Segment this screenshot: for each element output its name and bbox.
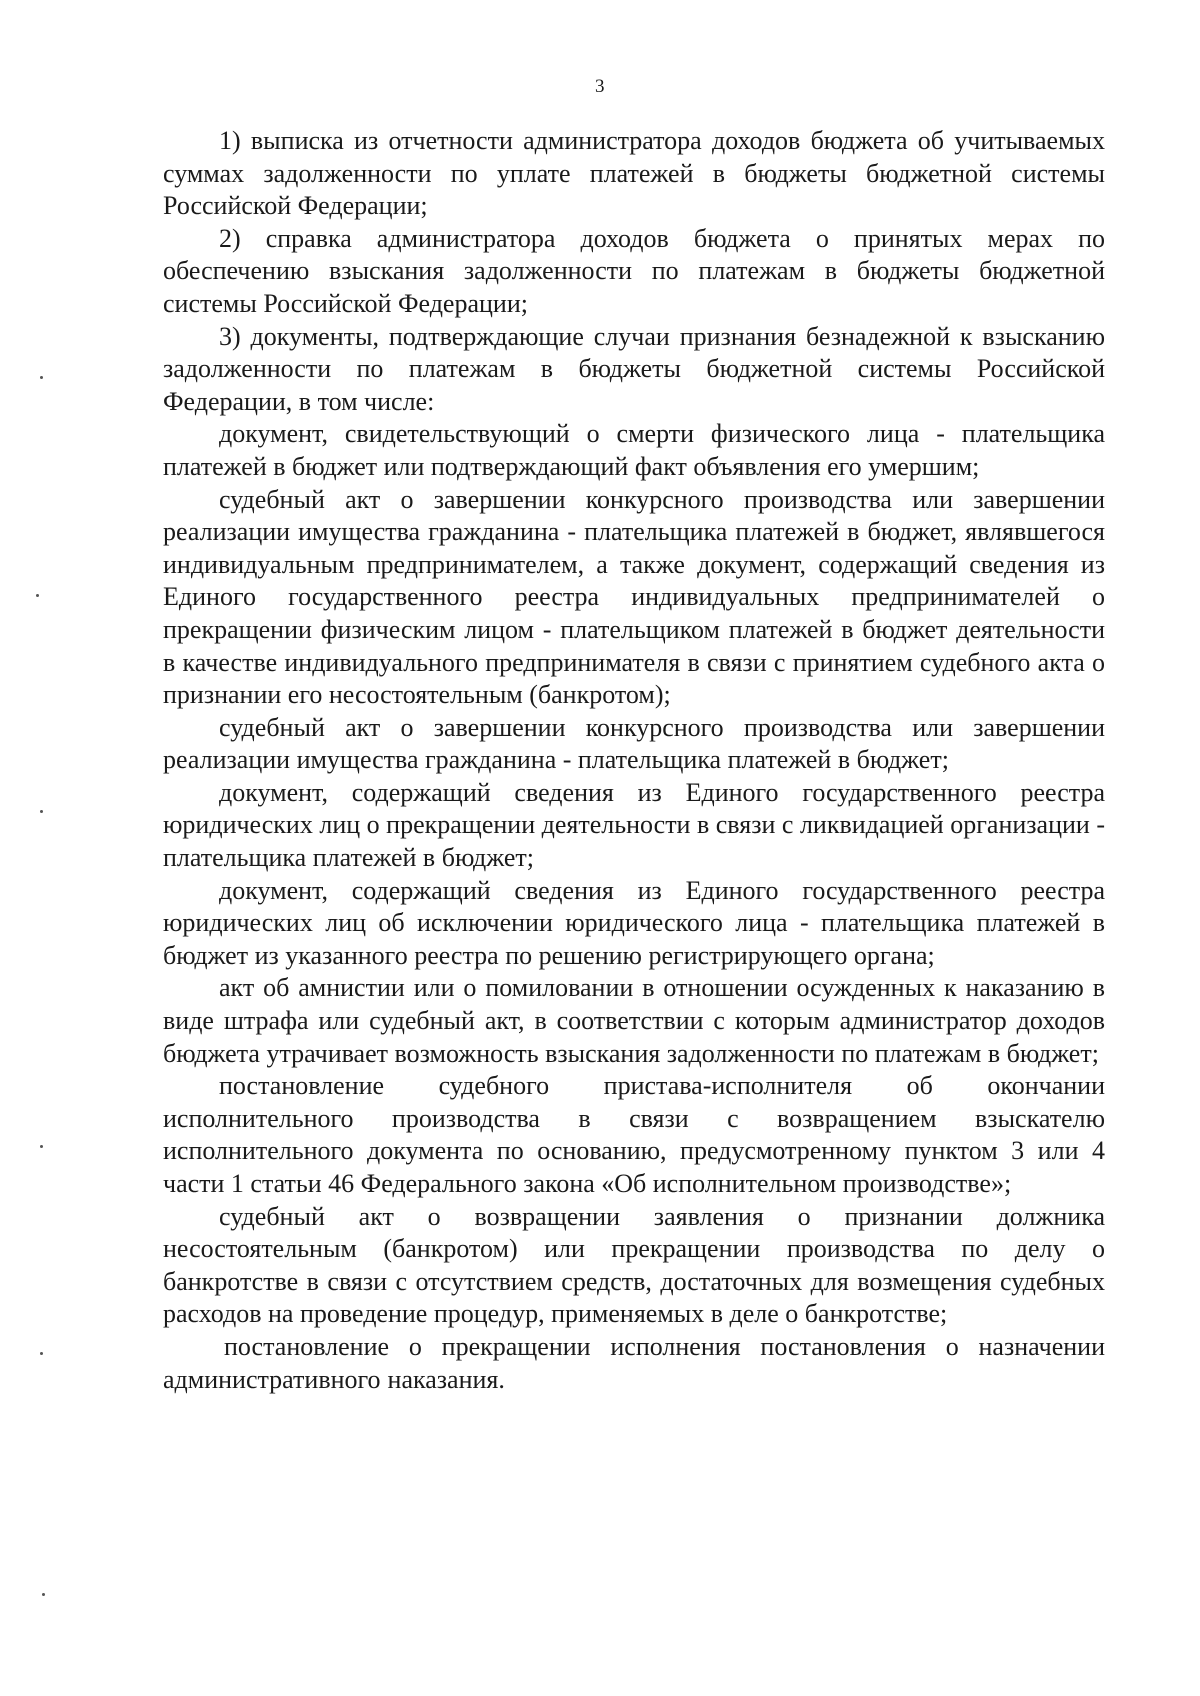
paragraph-1: 1) выписка из отчетности администратора доходов бюджета об учитываемых суммах задолженности по уплате платежей в бюджеты бюджетной системы Российской Федерации; [163,126,1105,221]
paragraph-6: судебный акт о завершении конкурсного производства или завершении реализации имущества гражданина - плательщика платежей в бюджет; [163,712,1105,775]
paragraph-4: документ, свидетельствующий о смерти физического лица - плательщика платежей в бюджет или подтверждающий факт объявления его умершим; [163,419,1105,481]
scan-speck [40,376,43,379]
scan-speck [42,1593,45,1596]
document-body [163,125,1105,1396]
paragraph-2: 2) справка администратора доходов бюджета о принятых мерах по обеспечению взыскания задолженности по платежам в бюджеты бюджетной системы Российской Федерации; [163,223,1105,318]
scan-speck [36,594,39,597]
paragraph-10: постановление судебного пристава-исполнителя об окончании исполнительного производства в связи с возвращением взыскателю исполнительного документа по основанию, предусмотренному пунктом 3 или 4 части 1 статьи 46 Федерального закона «Об исполнительном производстве»; [163,1071,1105,1198]
paragraph-12: постановление о прекращении исполнения постановления о назначении административного наказания. [163,1331,1105,1394]
paragraph-11: судебный акт о возвращении заявления о признании должника несостоятельным (банкротом) или прекращении производства по делу о банкротстве в связи с отсутствием средств, достаточных для возмещения судебных расходов на проведение процедур, применяемых в деле о банкротстве; [163,1201,1105,1329]
paragraph-8: документ, содержащий сведения из Единого государственного реестра юридических лиц об исключении юридического лица - плательщика платежей в бюджет из указанного реестра по решению регистрирующего органа; [163,875,1105,970]
scan-speck [40,1145,43,1148]
paragraph-5: судебный акт о завершении конкурсного производства или завершении реализации имущества гражданина - плательщика платежей в бюджет, являвшегося индивидуальным предпринимателем, а также документ, содержащий сведения из Единого государственного реестра индивидуальных предпринимателей о прекращении физическим лицом - плательщиком платежей в бюджет деятельности в качестве индивидуального предпринимателя в связи с принятием судебного акта о признании его несостоятельным (банкротом); [163,484,1105,710]
paragraph-7: документ, содержащий сведения из Единого государственного реестра юридических лиц о прекращении деятельности в связи с ликвидацией организации - плательщика платежей в бюджет; [163,777,1105,873]
paragraph-9: акт об амнистии или о помиловании в отношении осужденных к наказанию в виде штрафа или судебный акт, в соответствии с которым администратор доходов бюджета утрачивает возможность взыскания задолженности по платежам в бюджет; [163,973,1105,1068]
page-number: 3 [595,76,605,97]
scan-speck [40,810,43,813]
scan-speck [40,1352,43,1355]
paragraph-3: 3) документы, подтверждающие случаи признания безнадежной к взысканию задолженности по платежам в бюджеты бюджетной системы Российской Федерации, в том числе: [163,321,1105,416]
